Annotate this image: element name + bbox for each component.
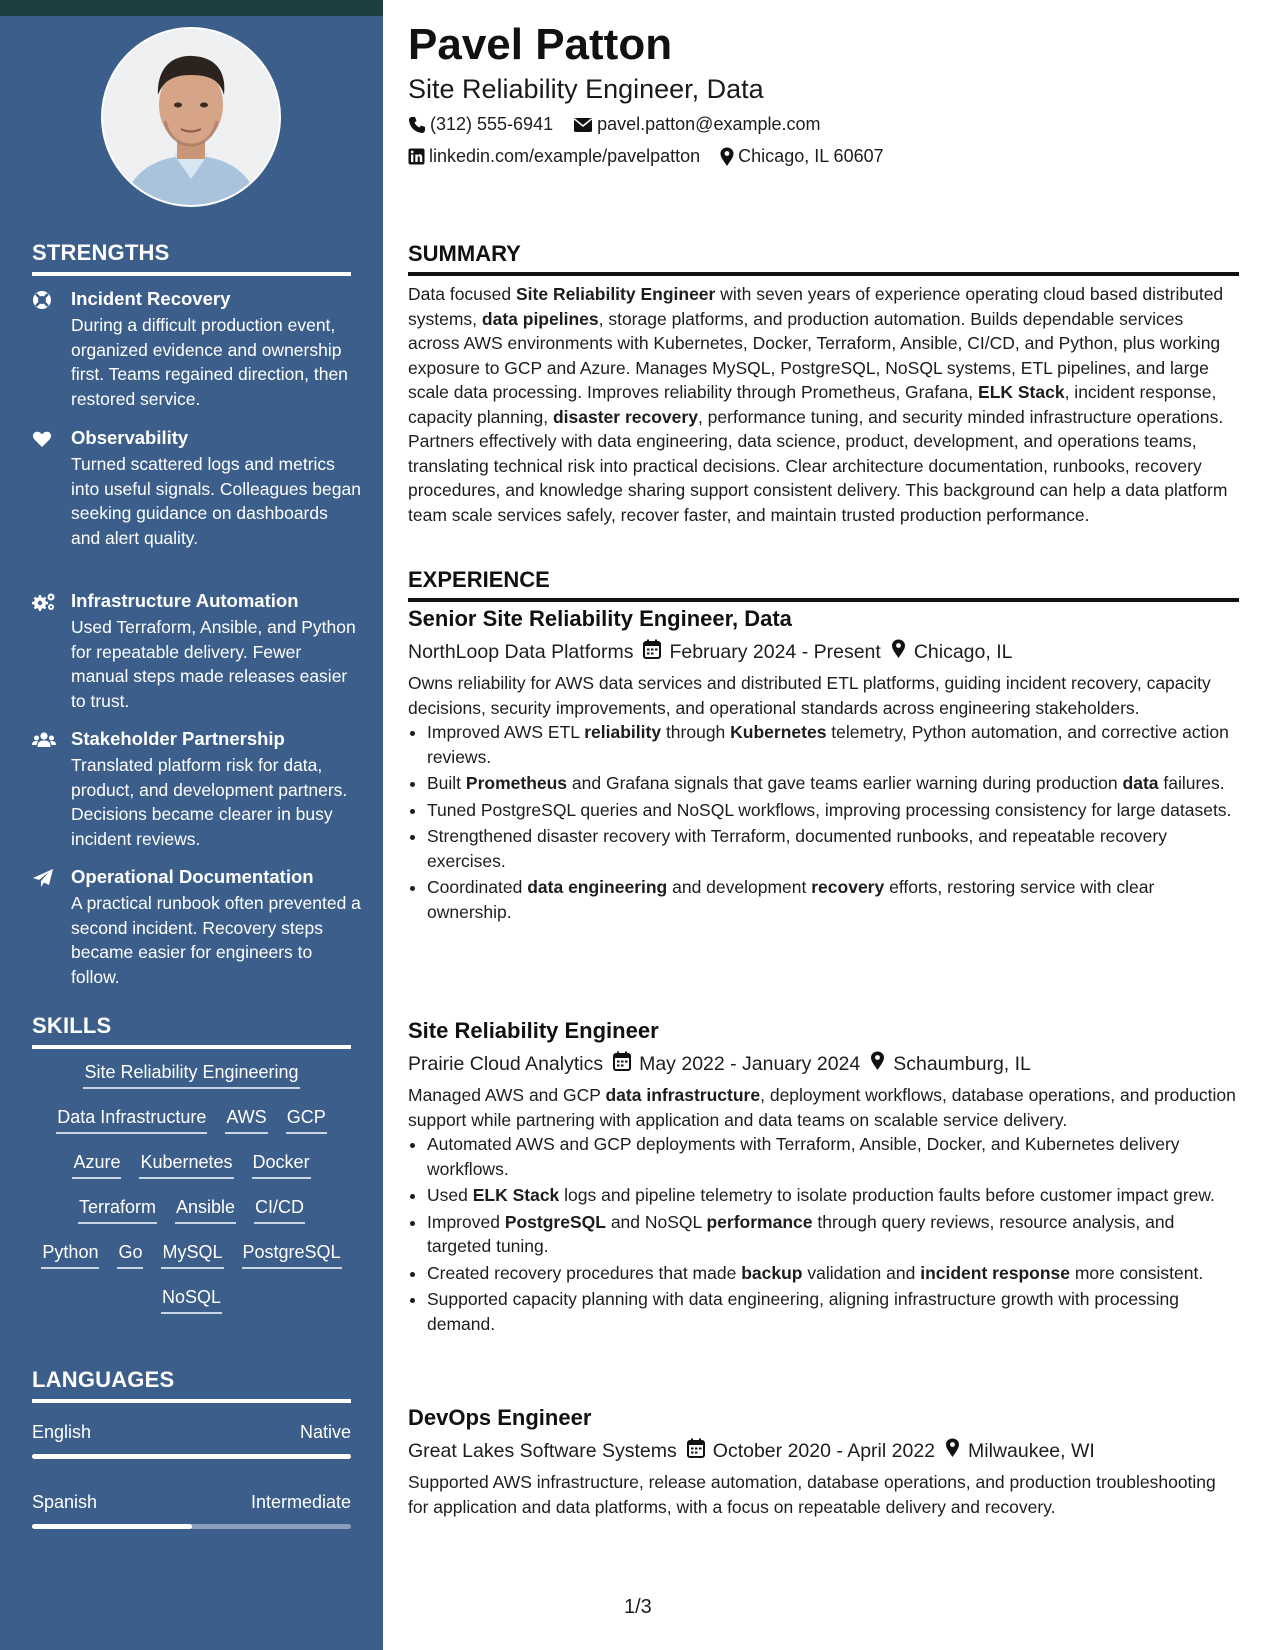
language-name: Spanish bbox=[32, 1492, 98, 1512]
job-title: DevOps Engineer bbox=[408, 1405, 592, 1430]
job-bullet: • Built Prometheus and Grafana signals that gave teams earlier warning during production data failures. bbox=[427, 771, 1238, 796]
company-name: NorthLoop Data Platforms bbox=[408, 640, 634, 663]
skills-row bbox=[32, 1105, 351, 1150]
skill-tag: NoSQL bbox=[161, 1285, 222, 1314]
job-dates: May 2022 - January 2024 bbox=[639, 1052, 861, 1075]
job-entry bbox=[408, 606, 1238, 926]
location-contact bbox=[720, 146, 883, 167]
strength-description: During a difficult production event, organized evidence and ownership first. Teams regained direction, then restored service. bbox=[71, 315, 348, 409]
job-dates: October 2020 - April 2022 bbox=[712, 1439, 936, 1462]
job-bullet: • Used ELK Stack logs and pipeline telemetry to isolate production faults before customer impact grew. bbox=[427, 1183, 1238, 1208]
job-bullet: • Strengthened disaster recovery with Terraform, documented runbooks, and repeatable recovery exercises. bbox=[427, 824, 1238, 873]
skill-tag: Ansible bbox=[175, 1195, 236, 1224]
paper-plane-icon bbox=[32, 868, 56, 892]
candidate-role: Site Reliability Engineer, Data bbox=[408, 74, 764, 104]
job-entry bbox=[408, 1018, 1238, 1338]
job-bullet: • Coordinated data engineering and development recovery efforts, restoring service with clear ownership. bbox=[427, 875, 1238, 924]
job-bullet: • Tuned PostgreSQL queries and NoSQL workflows, improving processing consistency for large datasets. bbox=[427, 798, 1238, 823]
contact-row bbox=[408, 114, 821, 135]
job-bullet: • Created recovery procedures that made backup validation and incident response more consistent. bbox=[427, 1261, 1238, 1286]
skills-row bbox=[32, 1240, 351, 1285]
sidebar-top-bar bbox=[0, 0, 383, 16]
location-text: Chicago, IL 60607 bbox=[738, 146, 884, 166]
language-name: English bbox=[32, 1422, 92, 1442]
job-location: Chicago, IL bbox=[913, 640, 1013, 663]
strength-title: Operational Documentation bbox=[71, 866, 314, 887]
envelope-icon bbox=[573, 117, 593, 133]
job-meta bbox=[408, 636, 1238, 668]
job-title: Senior Site Reliability Engineer, Data bbox=[408, 606, 792, 631]
language-proficiency-fill bbox=[32, 1454, 351, 1459]
job-bullet: • Automated AWS and GCP deployments with Terraform, Ansible, Docker, and Kubernetes delivery workflows. bbox=[427, 1132, 1238, 1181]
language-proficiency-bar bbox=[32, 1524, 351, 1529]
summary-text: Data focused Site Reliability Engineer with seven years of experience operating cloud based distributed systems, data pipelines, storage platforms, and production automation. Builds dependable services across AWS environments with Kubernetes, Docker, Terraform, Ansible, CI/CD, and Python, plus working exposure to GCP and Azure. Manages MySQL, PostgreSQL, NoSQL systems, ETL pipelines, and large scale data processing. Improves reliability through Prometheus, Grafana, ELK Stack, incident response, capacity planning, disaster recovery, performance tuning, and security minded infrastructure operations. Partners effectively with data engineering, data science, product, development, and operations teams, translating technical risk into practical decisions. Clear architecture documentation, runbooks, recovery procedures, and knowledge sharing support consistent delivery. This background can help a data platform team scale services safely, recover faster, and maintain trusted production performance. bbox=[408, 284, 1228, 525]
skill-tag: PostgreSQL bbox=[242, 1240, 342, 1269]
phone-icon bbox=[408, 116, 426, 134]
skill-tag: GCP bbox=[286, 1105, 327, 1134]
linkedin-text: linkedin.com/example/pavelpatton bbox=[429, 146, 701, 166]
summary-heading: SUMMARY bbox=[408, 241, 1239, 276]
skills-row bbox=[32, 1195, 351, 1240]
skill-tag: Kubernetes bbox=[139, 1150, 233, 1179]
skill-tag: CI/CD bbox=[254, 1195, 305, 1224]
job-description: Owns reliability for AWS data services and distributed ETL platforms, guiding incident recovery, capacity decisions, security improvements, and operational standards across engineering stakeholders. bbox=[408, 673, 1211, 718]
users-icon bbox=[32, 730, 56, 754]
job-bullet: • Improved PostgreSQL and NoSQL performance through query reviews, resource analysis, and targeted tuning. bbox=[427, 1210, 1238, 1259]
job-bullets bbox=[408, 720, 1238, 924]
sidebar bbox=[0, 0, 383, 1650]
skills-row bbox=[32, 1285, 351, 1330]
skill-tag: MySQL bbox=[161, 1240, 223, 1269]
email-text: pavel.patton@example.com bbox=[597, 114, 821, 134]
job-location: Schaumburg, IL bbox=[893, 1052, 1031, 1075]
language-proficiency-bar bbox=[32, 1454, 351, 1459]
language-item bbox=[32, 1492, 351, 1529]
languages-heading: LANGUAGES bbox=[32, 1367, 351, 1403]
skill-tag: Azure bbox=[72, 1150, 121, 1179]
skill-tag: Terraform bbox=[78, 1195, 157, 1224]
company-name: Great Lakes Software Systems bbox=[408, 1439, 677, 1462]
skill-tag: Python bbox=[41, 1240, 99, 1269]
candidate-name: Pavel Patton bbox=[408, 20, 673, 69]
strength-title: Observability bbox=[71, 427, 189, 448]
strength-description: A practical runbook often prevented a second incident. Recovery steps became easier for engineers to follow. bbox=[71, 893, 361, 987]
linkedin-icon bbox=[408, 148, 425, 165]
calendar-icon bbox=[643, 639, 661, 665]
phone-text: (312) 555-6941 bbox=[430, 114, 554, 134]
strength-title: Infrastructure Automation bbox=[71, 590, 299, 611]
map-marker-icon bbox=[891, 639, 906, 665]
skills-row bbox=[32, 1060, 351, 1105]
job-description: Managed AWS and GCP data infrastructure, deployment workflows, database operations, and production support while partnering with application and data teams on scalable service delivery. bbox=[408, 1085, 1236, 1130]
language-level: Native bbox=[299, 1422, 351, 1442]
calendar-icon bbox=[687, 1438, 705, 1464]
skill-tag: Data Infrastructure bbox=[56, 1105, 207, 1134]
skill-tag: Go bbox=[117, 1240, 143, 1269]
company-name: Prairie Cloud Analytics bbox=[408, 1052, 604, 1075]
language-proficiency-fill bbox=[32, 1524, 192, 1529]
profile-photo bbox=[101, 27, 281, 207]
job-bullet: • Improved AWS ETL reliability through Kubernetes telemetry, Python automation, and corrective action reviews. bbox=[427, 720, 1238, 769]
job-bullet: • Supported capacity planning with data engineering, aligning infrastructure growth with processing demand. bbox=[427, 1287, 1238, 1336]
job-description: Supported AWS infrastructure, release automation, database operations, and production troubleshooting for application and data platforms, with a focus on repeatable delivery and recovery. bbox=[408, 1472, 1216, 1517]
contact-row bbox=[408, 146, 884, 167]
phone-contact[interactable] bbox=[408, 114, 553, 135]
map-marker-icon bbox=[870, 1051, 885, 1077]
experience-heading: EXPERIENCE bbox=[408, 567, 1239, 602]
skills-row bbox=[32, 1150, 351, 1195]
email-contact[interactable] bbox=[573, 114, 820, 135]
skill-tag: AWS bbox=[225, 1105, 267, 1134]
job-entry bbox=[408, 1405, 1238, 1519]
skills-list bbox=[32, 1060, 351, 1330]
strength-description: Used Terraform, Ansible, and Python for repeatable delivery. Fewer manual steps made releases easier to trust. bbox=[71, 617, 356, 711]
job-location: Milwaukee, WI bbox=[968, 1439, 1095, 1462]
job-dates: February 2024 - Present bbox=[669, 640, 881, 663]
skills-heading: SKILLS bbox=[32, 1013, 351, 1049]
strength-description: Translated platform risk for data, product, and development partners. Decisions became clearer in busy incident reviews. bbox=[71, 755, 348, 849]
strength-description: Turned scattered logs and metrics into useful signals. Colleagues began seeking guidance on dashboards and alert quality. bbox=[71, 454, 361, 548]
gears-icon bbox=[32, 592, 56, 616]
linkedin-contact[interactable] bbox=[408, 146, 700, 167]
language-level: Intermediate bbox=[250, 1492, 351, 1512]
strengths-heading: STRENGTHS bbox=[32, 240, 351, 276]
language-item bbox=[32, 1422, 351, 1459]
heart-icon bbox=[32, 429, 56, 453]
strength-title: Stakeholder Partnership bbox=[71, 728, 285, 749]
job-meta bbox=[408, 1048, 1238, 1080]
page-number: 1/3 bbox=[624, 1596, 652, 1618]
skill-tag: Docker bbox=[252, 1150, 311, 1179]
strength-title: Incident Recovery bbox=[71, 288, 231, 309]
map-marker-icon bbox=[720, 147, 734, 167]
job-title: Site Reliability Engineer bbox=[408, 1018, 659, 1043]
job-meta bbox=[408, 1435, 1238, 1467]
map-marker-icon bbox=[945, 1438, 960, 1464]
skill-tag: Site Reliability Engineering bbox=[83, 1060, 299, 1089]
life-ring-icon bbox=[32, 290, 56, 314]
job-bullets bbox=[408, 1132, 1238, 1336]
calendar-icon bbox=[613, 1051, 631, 1077]
